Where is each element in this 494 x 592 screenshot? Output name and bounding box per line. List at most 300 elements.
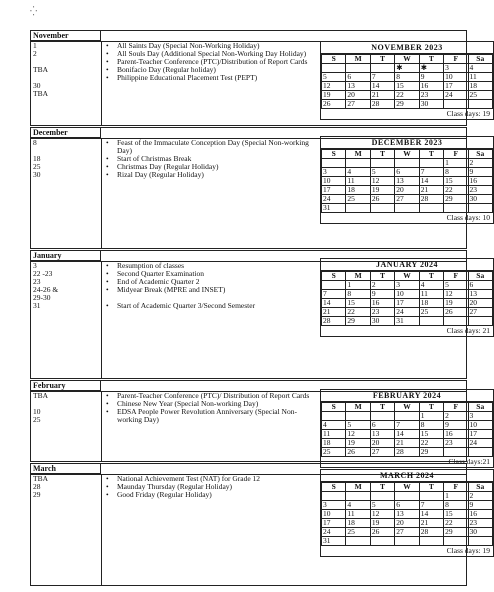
calendar-day: 15 bbox=[444, 510, 468, 519]
calendar-day: 14 bbox=[395, 430, 419, 439]
calendar-title: MARCH 2024 bbox=[321, 470, 493, 482]
event-date: 23 bbox=[33, 277, 41, 286]
event-item: • Philippine Educational Placement Test (PEPT) bbox=[103, 74, 313, 82]
calendar-day: 31 bbox=[322, 537, 346, 546]
calendar-day: 22 bbox=[444, 186, 468, 195]
calendar-day: 15 bbox=[395, 82, 419, 91]
calendar-day: 16 bbox=[468, 177, 492, 186]
calendar-day: 3 bbox=[322, 168, 346, 177]
date-column bbox=[31, 475, 101, 499]
calendar-day: 19 bbox=[346, 439, 370, 448]
event-list bbox=[103, 139, 313, 179]
calendar-day: 19 bbox=[370, 519, 394, 528]
calendar-day: 22 bbox=[419, 439, 443, 448]
calendar-day: 11 bbox=[419, 290, 443, 299]
weekday-header: T bbox=[370, 55, 394, 64]
calendar-day: 23 bbox=[444, 439, 468, 448]
calendar-day: 28 bbox=[322, 317, 346, 326]
calendar-day: 1 bbox=[444, 159, 468, 168]
month-section-january bbox=[30, 250, 490, 379]
calendar-day: 25 bbox=[468, 91, 492, 100]
calendar-day: 16 bbox=[370, 299, 394, 308]
event-item: • EDSA People Power Revolution Anniversary (Special Non-working Day) bbox=[103, 408, 313, 424]
calendar-day: 23 bbox=[468, 519, 492, 528]
calendar-day: 13 bbox=[395, 510, 419, 519]
calendar-day: 1 bbox=[346, 281, 370, 290]
event-item: • Good Friday (Regular Holiday) bbox=[103, 491, 313, 499]
event-date: 3 bbox=[33, 261, 37, 270]
calendar-day bbox=[395, 537, 419, 546]
calendar-day: 6 bbox=[395, 168, 419, 177]
event-date: 24-26 & bbox=[33, 285, 59, 294]
calendar-day: 18 bbox=[419, 299, 443, 308]
weekday-header: F bbox=[444, 55, 468, 64]
weekday-header: S bbox=[322, 150, 346, 159]
calendar-day: 4 bbox=[346, 501, 370, 510]
calendar-day: 7 bbox=[370, 73, 394, 82]
weekday-header: T bbox=[419, 150, 443, 159]
calendar-day: 14 bbox=[419, 510, 443, 519]
calendar-day: 30 bbox=[370, 317, 394, 326]
event-date: 30 bbox=[33, 170, 41, 179]
calendar-day: 29 bbox=[444, 195, 468, 204]
corner-mark: ⁛ bbox=[30, 6, 38, 16]
event-item: • National Achievement Test (NAT) for Grade 12 bbox=[103, 475, 313, 483]
weekday-header: W bbox=[395, 55, 419, 64]
calendar-day: 12 bbox=[322, 82, 346, 91]
calendar-day bbox=[419, 317, 443, 326]
event-date: TBA bbox=[33, 65, 48, 74]
weekday-header: T bbox=[370, 272, 394, 281]
weekday-header: M bbox=[346, 272, 370, 281]
calendar-day: 21 bbox=[370, 91, 394, 100]
event-date: 1 bbox=[33, 41, 37, 50]
calendar-day bbox=[444, 317, 468, 326]
calendar-day: 17 bbox=[444, 82, 468, 91]
calendar-day: 20 bbox=[370, 439, 394, 448]
calendar-day: 28 bbox=[419, 195, 443, 204]
calendar-day: 5 bbox=[346, 421, 370, 430]
month-heading: March bbox=[31, 464, 101, 474]
calendar-day bbox=[468, 317, 492, 326]
event-item: • Start of Christmas Break bbox=[103, 155, 313, 163]
calendar-day: 17 bbox=[322, 186, 346, 195]
calendar-grid bbox=[321, 149, 493, 213]
calendar-day: 26 bbox=[444, 308, 468, 317]
calendar-day: ✱ bbox=[395, 64, 419, 73]
calendar-day: 26 bbox=[370, 528, 394, 537]
month-heading: November bbox=[31, 31, 101, 41]
calendar-day: 11 bbox=[322, 430, 346, 439]
calendar-day bbox=[346, 204, 370, 213]
event-item: • Maunday Thursday (Regular Holiday) bbox=[103, 483, 313, 491]
calendar-title: FEBRUARY 2024 bbox=[321, 390, 493, 402]
event-item: • Christmas Day (Regular Holiday) bbox=[103, 163, 313, 171]
calendar-day: 6 bbox=[370, 421, 394, 430]
calendar-day: 3 bbox=[468, 412, 492, 421]
calendar-week bbox=[322, 537, 493, 546]
calendar-day: 26 bbox=[322, 100, 346, 109]
calendar-day: 9 bbox=[444, 421, 468, 430]
calendar-day: 8 bbox=[444, 168, 468, 177]
calendar-day: 26 bbox=[346, 448, 370, 457]
weekday-header: M bbox=[346, 483, 370, 492]
calendar-week bbox=[322, 195, 493, 204]
event-item: • Feast of the Immaculate Conception Day (Special Non-working Day) bbox=[103, 139, 313, 155]
calendar-day: 3 bbox=[322, 501, 346, 510]
event-item: • Parent-Teacher Conference (PTC)/Distribution of Report Cards bbox=[103, 58, 313, 66]
calendar-day: 10 bbox=[395, 290, 419, 299]
weekday-header: Sa bbox=[468, 403, 492, 412]
calendar-day: 19 bbox=[370, 186, 394, 195]
calendar-day: 22 bbox=[346, 308, 370, 317]
calendar-day: 4 bbox=[322, 421, 346, 430]
calendar-day: 29 bbox=[395, 100, 419, 109]
calendar-day: 7 bbox=[419, 168, 443, 177]
month-heading: February bbox=[31, 381, 101, 391]
calendar-day: 2 bbox=[468, 159, 492, 168]
calendar-day: 21 bbox=[395, 439, 419, 448]
weekday-header: Sa bbox=[468, 483, 492, 492]
weekday-header: T bbox=[419, 272, 443, 281]
calendar-day: 10 bbox=[468, 421, 492, 430]
event-item: • Bonifacio Day (Regular holiday) bbox=[103, 66, 313, 74]
calendar-day bbox=[444, 537, 468, 546]
calendar-day: 15 bbox=[444, 177, 468, 186]
calendar-week bbox=[322, 204, 493, 213]
calendar-day: 28 bbox=[419, 528, 443, 537]
month-calendar bbox=[320, 41, 494, 120]
month-heading: January bbox=[31, 251, 101, 261]
event-date bbox=[33, 147, 101, 155]
calendar-day: 9 bbox=[370, 290, 394, 299]
calendar-day: 5 bbox=[322, 73, 346, 82]
calendar-day: 15 bbox=[419, 430, 443, 439]
calendar-grid bbox=[321, 54, 493, 109]
calendar-day: 13 bbox=[370, 430, 394, 439]
calendar-day: 26 bbox=[370, 195, 394, 204]
calendar-day: 22 bbox=[444, 519, 468, 528]
calendar-day: 25 bbox=[419, 308, 443, 317]
calendar-day: 7 bbox=[395, 421, 419, 430]
weekday-header: W bbox=[395, 150, 419, 159]
calendar-day: 24 bbox=[322, 528, 346, 537]
calendar-day: 2 bbox=[370, 281, 394, 290]
calendar-day: 19 bbox=[444, 299, 468, 308]
calendar-day: 18 bbox=[322, 439, 346, 448]
weekday-header: M bbox=[346, 403, 370, 412]
calendar-day bbox=[468, 537, 492, 546]
calendar-day: 30 bbox=[468, 195, 492, 204]
calendar-day bbox=[370, 204, 394, 213]
calendar-day: 12 bbox=[444, 290, 468, 299]
event-item: • Parent-Teacher Conference (PTC)/ Distribution of Report Cards bbox=[103, 392, 313, 400]
event-date: 2 bbox=[33, 49, 37, 58]
weekday-header: M bbox=[346, 150, 370, 159]
calendar-day bbox=[468, 204, 492, 213]
divider bbox=[101, 474, 102, 585]
calendar-week bbox=[322, 448, 493, 457]
calendar-grid bbox=[321, 271, 493, 326]
calendar-day: 2 bbox=[468, 492, 492, 501]
calendar-day: 9 bbox=[419, 73, 443, 82]
weekday-header: W bbox=[395, 403, 419, 412]
calendar-day: 8 bbox=[444, 501, 468, 510]
calendar-day bbox=[395, 204, 419, 213]
calendar-title: DECEMBER 2023 bbox=[321, 137, 493, 149]
calendar-day bbox=[346, 537, 370, 546]
event-list bbox=[103, 262, 313, 310]
event-item: • All Souls Day (Additional Special Non-Working Day Holiday) bbox=[103, 50, 313, 58]
weekday-header: F bbox=[444, 403, 468, 412]
calendar-day: 5 bbox=[370, 168, 394, 177]
calendar-day: 1 bbox=[444, 492, 468, 501]
weekday-header: M bbox=[346, 55, 370, 64]
calendar-day: 24 bbox=[322, 195, 346, 204]
calendar-grid bbox=[321, 482, 493, 546]
calendar-day bbox=[444, 448, 468, 457]
calendar-day: 6 bbox=[346, 73, 370, 82]
calendar-day: 14 bbox=[419, 177, 443, 186]
calendar-week bbox=[322, 317, 493, 326]
class-days-count: Class days: 19 bbox=[446, 546, 490, 555]
class-days-count: Class days: 21 bbox=[446, 326, 490, 335]
event-date: 31 bbox=[33, 301, 41, 310]
weekday-header: Sa bbox=[468, 55, 492, 64]
calendar-day: 21 bbox=[419, 186, 443, 195]
calendar-day bbox=[370, 537, 394, 546]
month-heading: December bbox=[31, 128, 101, 138]
calendar-grid bbox=[321, 402, 493, 457]
calendar-day: 25 bbox=[322, 448, 346, 457]
weekday-header: W bbox=[395, 483, 419, 492]
calendar-day: 7 bbox=[322, 290, 346, 299]
calendar-day: 17 bbox=[322, 519, 346, 528]
calendar-day: 27 bbox=[395, 195, 419, 204]
weekday-header: T bbox=[370, 403, 394, 412]
event-date: TBA bbox=[33, 474, 48, 483]
calendar-week bbox=[322, 100, 493, 109]
event-date: 30 bbox=[33, 81, 41, 90]
calendar-day: 4 bbox=[468, 64, 492, 73]
event-date: 22 -23 bbox=[33, 269, 53, 278]
calendar-day: 30 bbox=[468, 528, 492, 537]
weekday-header: S bbox=[322, 55, 346, 64]
calendar-day: 10 bbox=[444, 73, 468, 82]
calendar-day: 28 bbox=[395, 448, 419, 457]
weekday-header: S bbox=[322, 483, 346, 492]
divider bbox=[101, 391, 102, 461]
calendar-day bbox=[444, 100, 468, 109]
event-date: TBA bbox=[33, 391, 48, 400]
event-item: • End of Academic Quarter 2 bbox=[103, 278, 313, 286]
weekday-header: S bbox=[322, 272, 346, 281]
calendar-day: 7 bbox=[419, 501, 443, 510]
calendar-day: 11 bbox=[346, 177, 370, 186]
calendar-title: NOVEMBER 2023 bbox=[321, 42, 493, 54]
calendar-day: 14 bbox=[322, 299, 346, 308]
event-item: • Start of Academic Quarter 3/Second Semester bbox=[103, 302, 313, 310]
calendar-day: 20 bbox=[346, 91, 370, 100]
event-date bbox=[33, 400, 101, 408]
event-date: 10 bbox=[33, 407, 41, 416]
date-column bbox=[31, 42, 101, 98]
calendar-day: 20 bbox=[395, 519, 419, 528]
calendar-day: 20 bbox=[395, 186, 419, 195]
weekday-header: T bbox=[419, 403, 443, 412]
calendar-day: 8 bbox=[346, 290, 370, 299]
month-section-march bbox=[30, 463, 490, 586]
weekday-header: Sa bbox=[468, 272, 492, 281]
event-list bbox=[103, 475, 313, 499]
weekday-header: F bbox=[444, 483, 468, 492]
divider bbox=[101, 261, 102, 378]
calendar-day: 24 bbox=[468, 439, 492, 448]
calendar-day: 3 bbox=[395, 281, 419, 290]
event-list bbox=[103, 42, 313, 82]
calendar-day bbox=[444, 204, 468, 213]
divider bbox=[101, 138, 102, 248]
event-date: 25 bbox=[33, 415, 41, 424]
calendar-title: JANUARY 2024 bbox=[321, 259, 493, 271]
class-days-count: Class days:21 bbox=[448, 457, 490, 466]
weekday-header: S bbox=[322, 403, 346, 412]
event-item: • Second Quarter Examination bbox=[103, 270, 313, 278]
event-item: • All Saints Day (Special Non-Working Holiday) bbox=[103, 42, 313, 50]
calendar-day: 4 bbox=[419, 281, 443, 290]
calendar-day: 23 bbox=[468, 186, 492, 195]
calendar-day: 6 bbox=[468, 281, 492, 290]
calendar-day: 12 bbox=[370, 177, 394, 186]
weekday-header: F bbox=[444, 150, 468, 159]
calendar-day: 11 bbox=[346, 510, 370, 519]
calendar-day: 16 bbox=[444, 430, 468, 439]
event-date: 18 bbox=[33, 154, 41, 163]
event-date: 28 bbox=[33, 482, 41, 491]
calendar-day: 15 bbox=[346, 299, 370, 308]
weekday-header: F bbox=[444, 272, 468, 281]
calendar-day: 18 bbox=[346, 519, 370, 528]
calendar-day: 8 bbox=[395, 73, 419, 82]
calendar-day: 23 bbox=[370, 308, 394, 317]
calendar-day: 9 bbox=[468, 501, 492, 510]
date-column bbox=[31, 392, 101, 424]
calendar-day: 14 bbox=[370, 82, 394, 91]
calendar-day: 29 bbox=[346, 317, 370, 326]
event-date: TBA bbox=[33, 89, 48, 98]
calendar-day: 31 bbox=[395, 317, 419, 326]
month-calendar bbox=[320, 258, 494, 337]
calendar-day: 31 bbox=[322, 204, 346, 213]
event-item: • Midyear Break (MPRE and INSET) bbox=[103, 286, 313, 294]
calendar-day: 23 bbox=[419, 91, 443, 100]
event-item: • Rizal Day (Regular Holiday) bbox=[103, 171, 313, 179]
calendar-day: 27 bbox=[468, 308, 492, 317]
calendar-day: 10 bbox=[322, 510, 346, 519]
event-date: 25 bbox=[33, 162, 41, 171]
calendar-day bbox=[468, 100, 492, 109]
month-section-november bbox=[30, 30, 490, 126]
calendar-day: 6 bbox=[395, 501, 419, 510]
calendar-day: 19 bbox=[322, 91, 346, 100]
month-calendar bbox=[320, 136, 494, 224]
calendar-day: 21 bbox=[419, 519, 443, 528]
date-column bbox=[31, 139, 101, 179]
month-calendar bbox=[320, 469, 494, 557]
calendar-day: 16 bbox=[419, 82, 443, 91]
calendar-day: 22 bbox=[395, 91, 419, 100]
calendar-day: 21 bbox=[322, 308, 346, 317]
calendar-day: 4 bbox=[346, 168, 370, 177]
month-section-december bbox=[30, 127, 490, 249]
calendar-day: 16 bbox=[468, 510, 492, 519]
calendar-day: 12 bbox=[346, 430, 370, 439]
calendar-day: 9 bbox=[468, 168, 492, 177]
calendar-day: 3 bbox=[444, 64, 468, 73]
event-date: 8 bbox=[33, 138, 37, 147]
calendar-day: 27 bbox=[370, 448, 394, 457]
calendar-day: 8 bbox=[419, 421, 443, 430]
calendar-day: 2 bbox=[444, 412, 468, 421]
calendar-day: 25 bbox=[346, 195, 370, 204]
calendar-week bbox=[322, 528, 493, 537]
calendar-day: 25 bbox=[346, 528, 370, 537]
event-list bbox=[103, 392, 313, 424]
date-column bbox=[31, 262, 101, 310]
weekday-header: T bbox=[370, 150, 394, 159]
calendar-day: 27 bbox=[346, 100, 370, 109]
calendar-day: 5 bbox=[370, 501, 394, 510]
calendar-day: 20 bbox=[468, 299, 492, 308]
calendar-day: 13 bbox=[395, 177, 419, 186]
class-days-count: Class days: 10 bbox=[446, 213, 490, 222]
event-date: 29-30 bbox=[33, 293, 51, 302]
event-item: • Chinese New Year (Special Non-working Day) bbox=[103, 400, 313, 408]
calendar-day bbox=[419, 204, 443, 213]
divider bbox=[101, 41, 102, 125]
calendar-day: 13 bbox=[468, 290, 492, 299]
calendar-day: 24 bbox=[444, 91, 468, 100]
weekday-header: T bbox=[370, 483, 394, 492]
event-date bbox=[33, 74, 101, 82]
calendar-day: 17 bbox=[395, 299, 419, 308]
calendar-day: 18 bbox=[346, 186, 370, 195]
calendar-day: 27 bbox=[395, 528, 419, 537]
calendar-day: 18 bbox=[468, 82, 492, 91]
calendar-day: 10 bbox=[322, 177, 346, 186]
calendar-day: ✱ bbox=[419, 64, 443, 73]
calendar-day: 29 bbox=[444, 528, 468, 537]
calendar-day: 5 bbox=[444, 281, 468, 290]
weekday-header: T bbox=[419, 55, 443, 64]
calendar-day: 1 bbox=[419, 412, 443, 421]
calendar-day: 28 bbox=[370, 100, 394, 109]
month-section-february bbox=[30, 380, 490, 466]
calendar-day: 13 bbox=[346, 82, 370, 91]
month-calendar bbox=[320, 389, 494, 468]
calendar-day: 17 bbox=[468, 430, 492, 439]
weekday-header: Sa bbox=[468, 150, 492, 159]
weekday-header: W bbox=[395, 272, 419, 281]
calendar-day: 30 bbox=[419, 100, 443, 109]
calendar-day: 24 bbox=[395, 308, 419, 317]
calendar-day: 11 bbox=[468, 73, 492, 82]
class-days-count: Class days: 19 bbox=[446, 109, 490, 118]
calendar-day bbox=[468, 448, 492, 457]
event-date: 29 bbox=[33, 490, 41, 499]
calendar-day: 12 bbox=[370, 510, 394, 519]
calendar-day bbox=[419, 537, 443, 546]
